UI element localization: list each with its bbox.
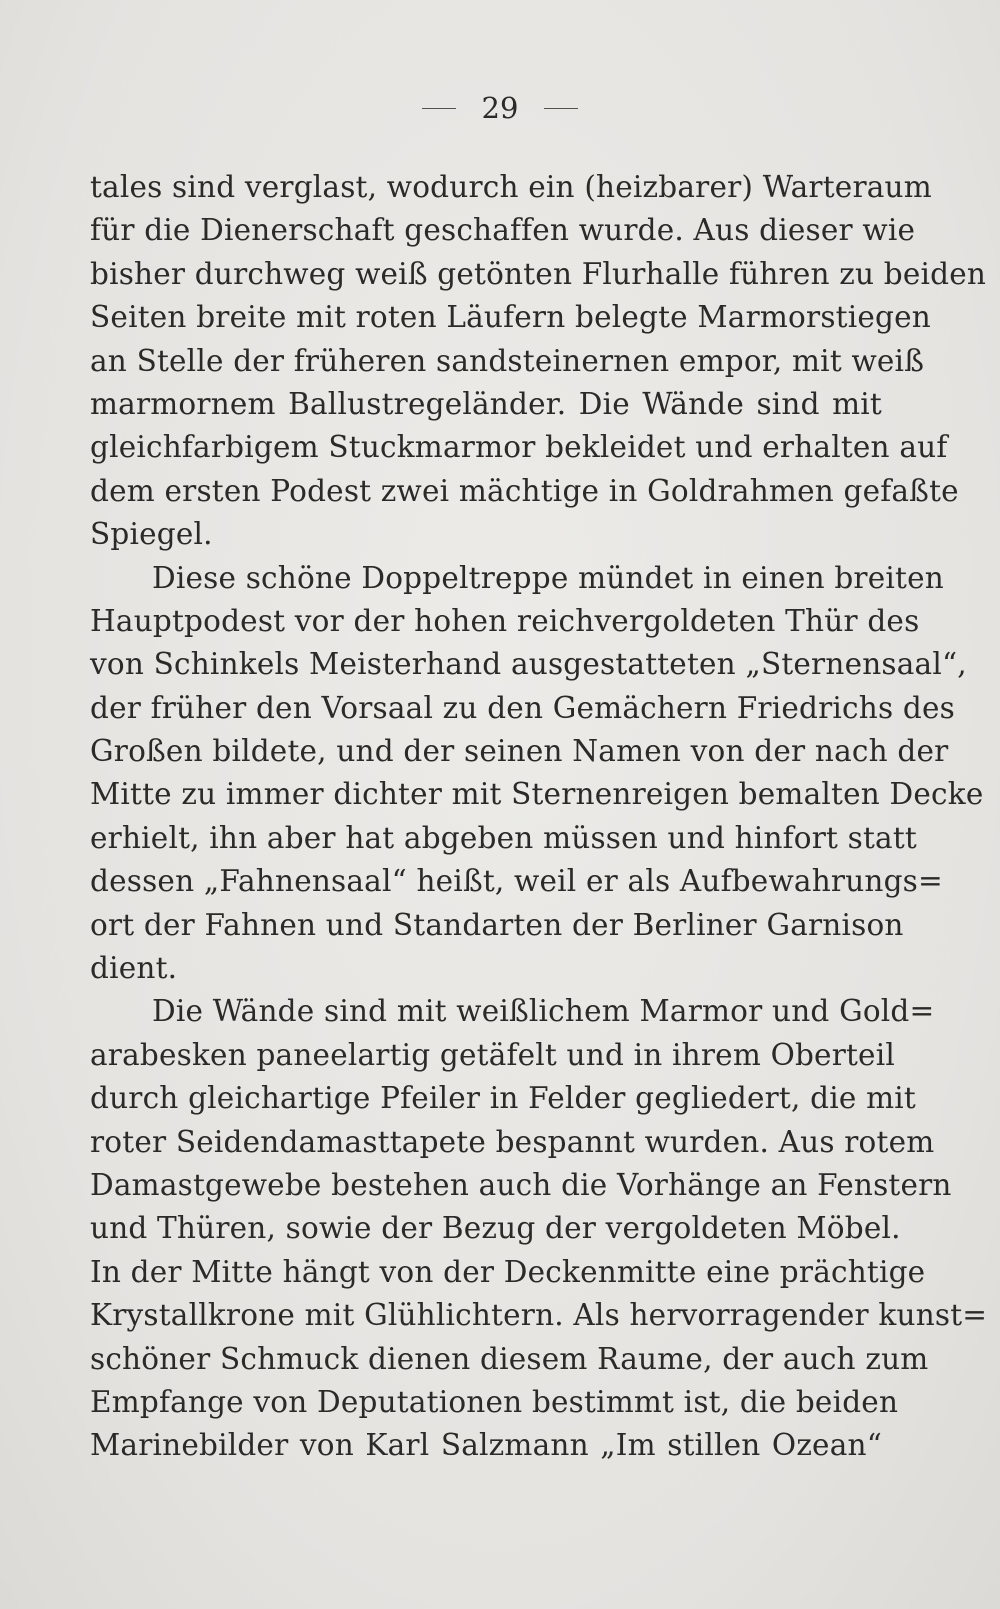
text-line: In der Mitte hängt von der Deckenmitte eine prächtige bbox=[90, 1254, 926, 1289]
page-number: 29 bbox=[481, 91, 519, 125]
text-line: und Thüren, sowie der Bezug der vergoldeten Möbel. bbox=[90, 1211, 901, 1246]
text-line: Krystallkrone mit Glühlichtern. Als hervorragender kunst= bbox=[90, 1298, 988, 1333]
text-line: an Stelle der früheren sandsteinernen empor, mit weiß bbox=[90, 343, 925, 378]
text-line: dessen „Fahnensaal“ heißt, weil er als Aufbewahrungs= bbox=[90, 864, 943, 899]
text-line: Damastgewebe bestehen auch die Vorhänge an Fenstern bbox=[90, 1167, 952, 1202]
text-line: Diese schöne Doppeltreppe mündet in einen breiten bbox=[152, 560, 944, 595]
text-line: gleichfarbigem Stuckmarmor bekleidet und erhalten auf bbox=[90, 430, 948, 465]
text-line: dem ersten Podest zwei mächtige in Goldrahmen gefaßte bbox=[90, 473, 959, 508]
text-line: bisher durchweg weiß getönten Flurhalle führen zu beiden bbox=[90, 256, 987, 291]
text-line: Mitte zu immer dichter mit Sternenreigen bemalten Decke bbox=[90, 777, 984, 812]
page-header bbox=[0, 88, 1000, 128]
body-text bbox=[90, 166, 988, 1468]
text-line: für die Dienerschaft geschaffen wurde. Aus dieser wie bbox=[90, 213, 916, 248]
text-line: Spiegel. bbox=[90, 517, 213, 552]
text-line: erhielt, ihn aber hat abgeben müssen und hinfort statt bbox=[90, 820, 917, 855]
text-line: Großen bildete, und der seinen Namen von der nach der bbox=[90, 734, 949, 769]
text-line: ort der Fahnen und Standarten der Berliner Garnison bbox=[90, 907, 904, 942]
text-line: durch gleichartige Pfeiler in Felder gegliedert, die mit bbox=[90, 1081, 916, 1116]
text-line: arabesken paneelartig getäfelt und in ihrem Oberteil bbox=[90, 1037, 895, 1072]
text-line: Seiten breite mit roten Läufern belegte Marmorstiegen bbox=[90, 300, 931, 335]
text-line: marmornem Ballustregeländer. Die Wände sind mit bbox=[90, 386, 882, 421]
text-line: Marinebilder von Karl Salzmann „Im stillen Ozean“ bbox=[90, 1428, 882, 1463]
text-line: roter Seidendamasttapete bespannt wurden. Aus rotem bbox=[90, 1124, 935, 1159]
text-line: der früher den Vorsaal zu den Gemächern Friedrichs des bbox=[90, 690, 955, 725]
left-dash bbox=[422, 108, 456, 109]
text-line: dient. bbox=[90, 951, 178, 986]
text-line: von Schinkels Meisterhand ausgestatteten „Sternensaal“, bbox=[90, 647, 967, 682]
text-line: schöner Schmuck dienen diesem Raume, der auch zum bbox=[90, 1341, 929, 1376]
text-line: Die Wände sind mit weißlichem Marmor und Gold= bbox=[152, 994, 935, 1029]
text-line: tales sind verglast, wodurch ein (heizbarer) Warteraum bbox=[90, 170, 932, 204]
text-line: Empfange von Deputationen bestimmt ist, die beiden bbox=[90, 1384, 899, 1419]
right-dash bbox=[544, 108, 578, 109]
text-line: Hauptpodest vor der hohen reichvergoldeten Thür des bbox=[90, 603, 920, 638]
